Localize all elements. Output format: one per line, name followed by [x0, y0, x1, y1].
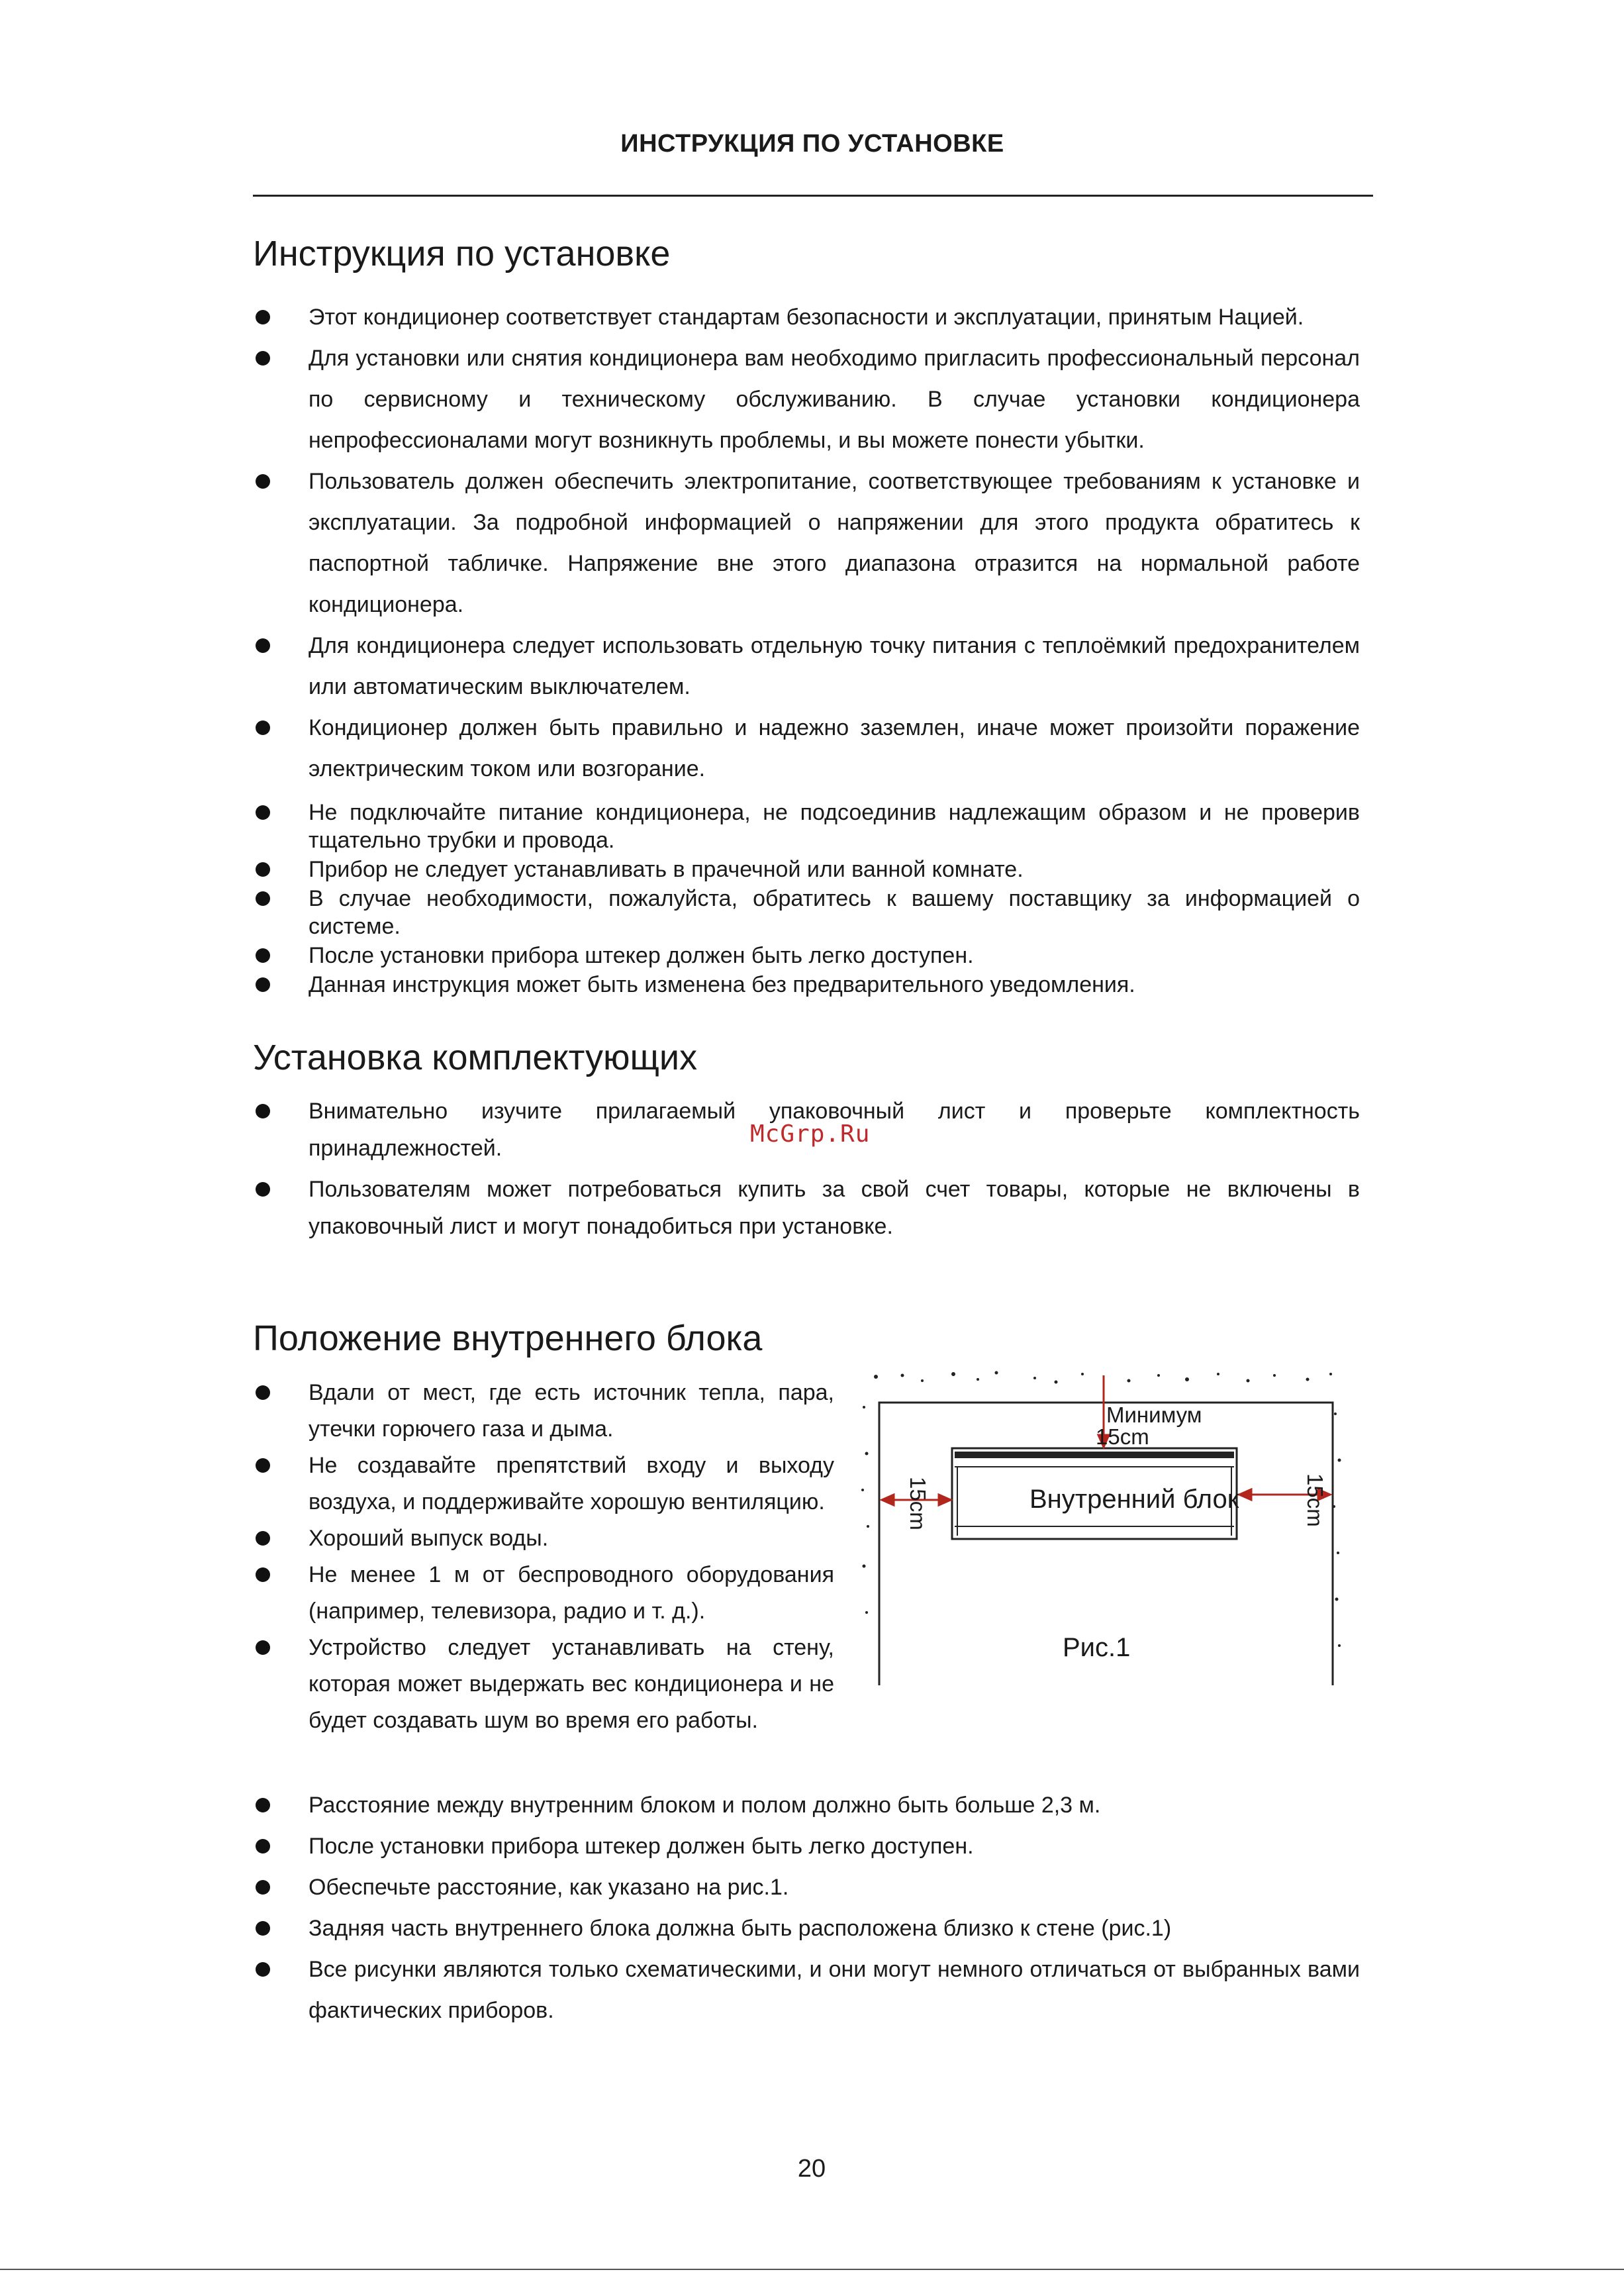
accessories-list: [253, 1093, 1360, 1249]
install-list: [253, 297, 1360, 789]
section-title-accessories: Установка комплектующих: [253, 1038, 698, 1077]
clearance-label-right: 15cm: [1303, 1473, 1327, 1527]
list-item: Не подключайте питание кондиционера, не подсоединив надлежащим образом и не проверив тщательно трубки и провода.: [253, 799, 1360, 854]
page-header-title: ИНСТРУКЦИЯ ПО УСТАНОВКЕ: [620, 130, 1004, 158]
list-item: Внимательно изучите прилагаемый упаковочный лист и проверьте комплектность принадлежностей.: [253, 1093, 1360, 1167]
list-item: Для установки или снятия кондиционера вам необходимо пригласить профессиональный персонал по сервисному и техническому обслуживанию. В случае установки кондиционера непрофессионалами могут возникнуть проблемы, и вы можете понести убытки.: [253, 338, 1360, 461]
list-item: Задняя часть внутреннего блока должна быть расположена близко к стене (рис.1): [253, 1908, 1360, 1949]
list-item: Прибор не следует устанавливать в прачечной или ванной комнате.: [253, 856, 1360, 883]
list-item: Вдали от мест, где есть источник тепла, пара, утечки горючего газа и дыма.: [253, 1375, 834, 1448]
list-item: После установки прибора штекер должен быть легко доступен.: [253, 1826, 1360, 1867]
list-item: Не создавайте препятствий входу и выходу воздуха, и поддерживайте хорошую вентиляцию.: [253, 1448, 834, 1520]
figure-caption: Рис.1: [1063, 1633, 1131, 1662]
list-item: Для кондиционера следует использовать отдельную точку питания с теплоёмкий предохранителем или автоматическим выключателем.: [253, 625, 1360, 707]
indoor-unit-label: Внутренний блок: [1029, 1485, 1239, 1514]
list-item: Хороший выпуск воды.: [253, 1520, 834, 1557]
section-title-install: Инструкция по установке: [253, 234, 671, 273]
installation-clearance-figure: [857, 1367, 1344, 1695]
list-item: Расстояние между внутренним блоком и полом должно быть больше 2,3 м.: [253, 1785, 1360, 1826]
list-item: Данная инструкция может быть изменена без предварительного уведомления.: [253, 971, 1360, 999]
install-list-compact: [253, 799, 1360, 1000]
watermark: McGrp.Ru: [750, 1120, 871, 1148]
list-item: После установки прибора штекер должен быть легко доступен.: [253, 942, 1360, 969]
section-title-position: Положение внутреннего блока: [253, 1318, 763, 1358]
list-item: Обеспечьте расстояние, как указано на рис.1.: [253, 1867, 1360, 1908]
clearance-label-left: 15cm: [906, 1477, 930, 1530]
page-number: 20: [797, 2155, 826, 2183]
list-item: Этот кондиционер соответствует стандартам безопасности и эксплуатации, принятым Нацией.: [253, 297, 1360, 338]
list-item: Все рисунки являются только схематическими, и они могут немного отличаться от выбранных вами фактических приборов.: [253, 1949, 1360, 2031]
header-divider: [253, 195, 1373, 197]
list-item: Не менее 1 м от беспроводного оборудования (например, телевизора, радио и т. д.).: [253, 1557, 834, 1630]
list-item: В случае необходимости, пожалуйста, обратитесь к вашему поставщику за информацией о системе.: [253, 885, 1360, 940]
list-item: Пользователям может потребоваться купить за свой счет товары, которые не включены в упаковочный лист и могут понадобиться при установке.: [253, 1171, 1360, 1245]
clearance-label-top-1: Минимум: [1106, 1403, 1202, 1427]
list-item: Кондиционер должен быть правильно и надежно заземлен, иначе может произойти поражение электрическим током или возгорание.: [253, 707, 1360, 789]
position-list-narrow: [253, 1375, 834, 1739]
list-item: Устройство следует устанавливать на стену, которая может выдержать вес кондиционера и не будет создавать шум во время его работы.: [253, 1630, 834, 1739]
bottom-divider: [0, 2269, 1624, 2270]
position-list-wide: [253, 1785, 1360, 2031]
clearance-label-top-2: 15cm: [1096, 1424, 1149, 1449]
list-item: Пользователь должен обеспечить электропитание, соответствующее требованиям к установке и эксплуатации. За подробной информацией о напряжении для этого продукта обратитесь к паспортной табличке. Напряжение вне этого диапазона отразится на нормальной работе кондиционера.: [253, 461, 1360, 625]
